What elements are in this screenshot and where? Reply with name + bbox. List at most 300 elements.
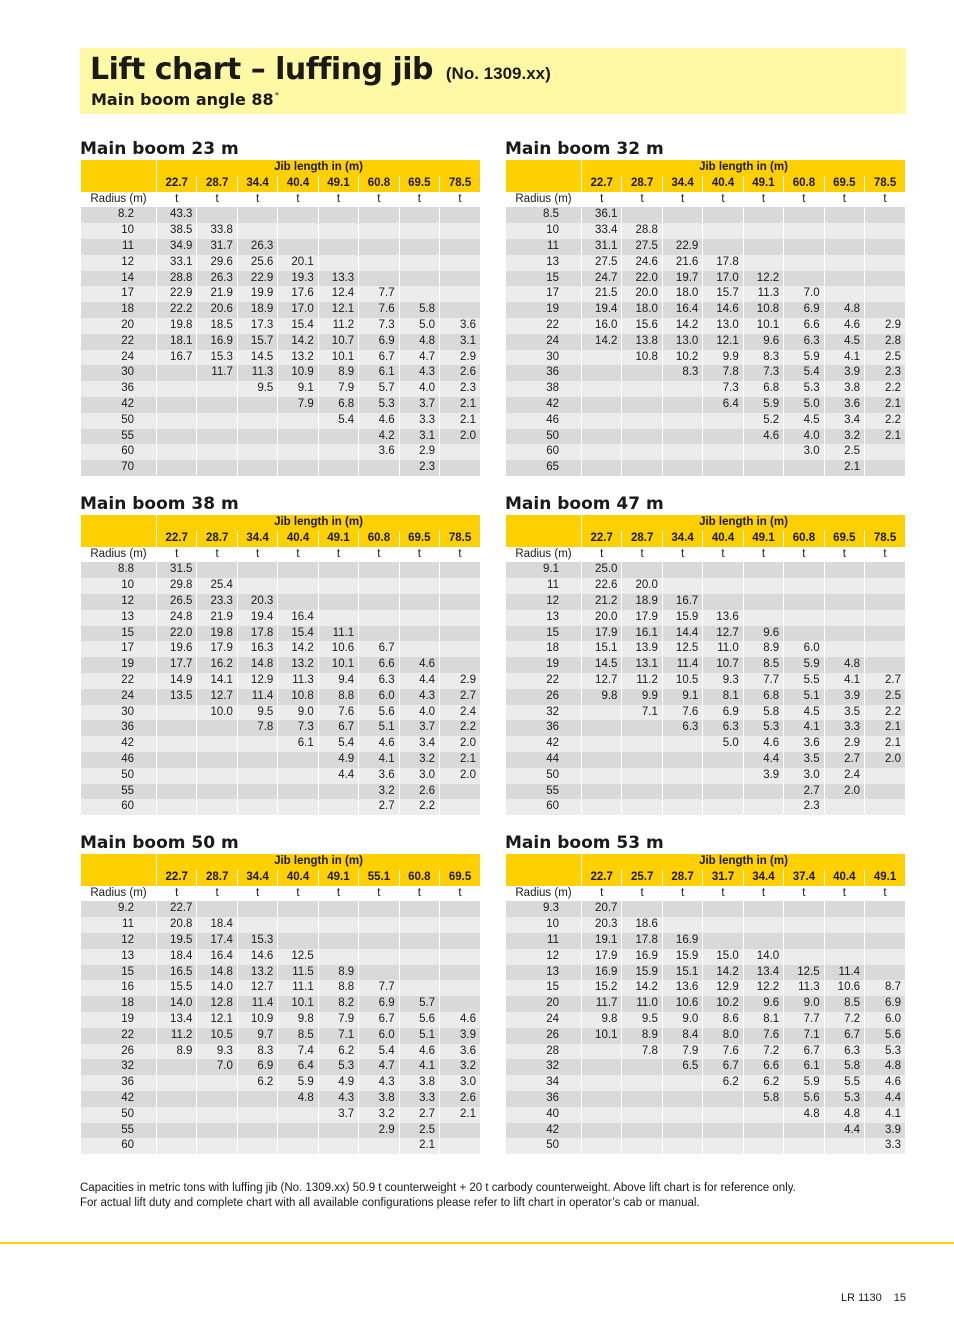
capacity-cell: 3.6 [359, 444, 399, 460]
capacity-cell [865, 255, 905, 271]
radius-cell: 20 [81, 318, 157, 334]
capacity-cell: 33.4 [582, 223, 622, 239]
capacity-cell [399, 223, 439, 239]
capacity-cell: 14.0 [157, 996, 197, 1012]
jib-length-header: 28.7 [622, 531, 662, 547]
jib-length-header: 69.5 [824, 176, 864, 192]
capacity-cell: 11.3 [784, 980, 824, 996]
capacity-cell [359, 460, 399, 476]
radius-cell: 30 [506, 350, 582, 366]
radius-cell: 10 [81, 223, 157, 239]
capacity-cell: 7.6 [662, 705, 702, 721]
radius-cell: 11 [506, 239, 582, 255]
capacity-cell: 7.2 [743, 1044, 783, 1060]
capacity-cell [703, 444, 743, 460]
radius-cell: 9.2 [81, 901, 157, 917]
capacity-cell: 2.3 [865, 365, 905, 381]
capacity-cell: 3.7 [318, 1107, 358, 1123]
capacity-cell [865, 784, 905, 800]
capacity-cell [197, 1075, 237, 1091]
capacity-cell: 2.6 [399, 784, 439, 800]
capacity-cell: 14.6 [703, 302, 743, 318]
table-row [81, 917, 481, 933]
capacity-cell [318, 460, 358, 476]
capacity-cell: 29.6 [197, 255, 237, 271]
table-row [81, 705, 481, 721]
radius-cell: 16 [81, 980, 157, 996]
capacity-cell: 16.9 [582, 965, 622, 981]
capacity-cell [237, 444, 277, 460]
radius-cell: 55 [81, 1123, 157, 1139]
capacity-cell: 10.0 [197, 705, 237, 721]
jib-length-header: 28.7 [622, 176, 662, 192]
capacity-cell [662, 578, 702, 594]
capacity-cell [622, 1123, 662, 1139]
capacity-cell: 16.3 [237, 641, 277, 657]
capacity-cell: 2.9 [399, 444, 439, 460]
capacity-cell: 16.7 [157, 350, 197, 366]
jib-length-header: 28.7 [662, 870, 702, 886]
unit-cell: t [318, 886, 358, 902]
capacity-cell [582, 444, 622, 460]
capacity-cell: 4.0 [784, 429, 824, 445]
capacity-cell: 7.3 [278, 720, 318, 736]
radius-cell: 11 [506, 578, 582, 594]
capacity-cell: 11.0 [622, 996, 662, 1012]
capacity-cell [440, 286, 480, 302]
capacity-cell: 3.3 [865, 1138, 905, 1154]
radius-cell: 26 [506, 689, 582, 705]
capacity-cell: 12.9 [237, 673, 277, 689]
capacity-cell [399, 207, 439, 223]
capacity-cell: 2.3 [399, 460, 439, 476]
radius-cell: 55 [506, 784, 582, 800]
radius-cell: 32 [506, 1059, 582, 1075]
capacity-cell: 2.1 [440, 397, 480, 413]
capacity-cell [662, 381, 702, 397]
unit-cell: t [399, 547, 439, 563]
jib-length-header: 40.4 [278, 870, 318, 886]
radius-cell: 17 [81, 286, 157, 302]
capacity-cell [157, 752, 197, 768]
capacity-cell [865, 444, 905, 460]
capacity-cell: 3.6 [824, 397, 864, 413]
jib-length-header: 69.5 [399, 176, 439, 192]
capacity-cell: 7.0 [197, 1059, 237, 1075]
capacity-cell: 15.1 [582, 641, 622, 657]
capacity-cell: 13.6 [703, 610, 743, 626]
jib-length-header: 55.1 [359, 870, 399, 886]
jib-length-header: 69.5 [440, 870, 480, 886]
capacity-cell: 2.2 [865, 413, 905, 429]
radius-cell: 22 [506, 318, 582, 334]
unit-cell: t [662, 886, 702, 902]
capacity-cell: 14.4 [662, 626, 702, 642]
radius-cell: 12 [506, 949, 582, 965]
capacity-cell: 6.3 [824, 1044, 864, 1060]
capacity-cell: 6.9 [359, 334, 399, 350]
capacity-cell [237, 1091, 277, 1107]
capacity-cell [399, 626, 439, 642]
unit-cell: t [359, 886, 399, 902]
table-row [81, 689, 481, 705]
capacity-cell [743, 901, 783, 917]
table-row [506, 768, 906, 784]
jib-length-caption: Jib length in (m) [157, 515, 481, 531]
lift-table [80, 515, 480, 815]
table-row [81, 752, 481, 768]
capacity-cell: 3.9 [440, 1028, 480, 1044]
table-row [506, 996, 906, 1012]
capacity-cell [197, 413, 237, 429]
units-row [81, 547, 481, 563]
capacity-cell [318, 901, 358, 917]
capacity-cell [784, 562, 824, 578]
capacity-cell [824, 933, 864, 949]
page-footer [841, 1292, 906, 1304]
jib-length-header: 22.7 [582, 531, 622, 547]
capacity-cell: 4.8 [278, 1091, 318, 1107]
capacity-cell: 6.0 [784, 641, 824, 657]
page-number: 15 [893, 1292, 906, 1304]
capacity-cell: 3.3 [399, 1091, 439, 1107]
title-main: Lift chart – luffing jib [90, 52, 433, 87]
capacity-cell: 11.3 [743, 286, 783, 302]
jib-length-header: 25.7 [622, 870, 662, 886]
capacity-cell [440, 302, 480, 318]
capacity-cell: 9.7 [237, 1028, 277, 1044]
radius-header: Radius (m) [506, 192, 582, 208]
capacity-cell: 22.6 [582, 578, 622, 594]
capacity-cell: 12.1 [318, 302, 358, 318]
jib-caption-row [506, 854, 906, 870]
capacity-cell: 20.3 [582, 917, 622, 933]
capacity-cell [359, 933, 399, 949]
radius-cell: 46 [81, 752, 157, 768]
capacity-cell [865, 239, 905, 255]
header-blank [81, 515, 157, 531]
capacity-cell: 3.0 [784, 768, 824, 784]
capacity-cell [622, 365, 662, 381]
capacity-cell [399, 901, 439, 917]
capacity-cell: 7.9 [662, 1044, 702, 1060]
table-row [81, 255, 481, 271]
capacity-cell [440, 444, 480, 460]
capacity-cell: 9.1 [662, 689, 702, 705]
jib-lengths-row [81, 531, 481, 547]
jib-length-caption: Jib length in (m) [582, 160, 906, 176]
radius-cell: 11 [506, 933, 582, 949]
capacity-cell: 6.4 [703, 397, 743, 413]
capacity-cell [399, 949, 439, 965]
table-row [506, 334, 906, 350]
capacity-cell [662, 736, 702, 752]
capacity-cell: 9.1 [278, 381, 318, 397]
lift-table [505, 515, 905, 815]
capacity-cell: 4.2 [359, 429, 399, 445]
table-row [81, 768, 481, 784]
radius-cell: 55 [81, 784, 157, 800]
header-blank [506, 160, 582, 176]
unit-cell: t [582, 886, 622, 902]
capacity-cell: 5.8 [399, 302, 439, 318]
capacity-cell [440, 980, 480, 996]
capacity-cell: 10.6 [662, 996, 702, 1012]
capacity-cell [278, 784, 318, 800]
capacity-cell [440, 996, 480, 1012]
table-row [81, 318, 481, 334]
capacity-cell [359, 626, 399, 642]
jib-length-header: 40.4 [703, 176, 743, 192]
capacity-cell [157, 397, 197, 413]
capacity-cell: 10.1 [582, 1028, 622, 1044]
capacity-cell: 19.4 [237, 610, 277, 626]
capacity-cell: 8.9 [318, 965, 358, 981]
capacity-cell: 4.3 [399, 689, 439, 705]
capacity-cell: 3.5 [824, 705, 864, 721]
table-row [506, 578, 906, 594]
capacity-cell [237, 917, 277, 933]
jib-length-header: 28.7 [197, 531, 237, 547]
capacity-cell: 3.2 [440, 1059, 480, 1075]
capacity-cell: 12.5 [784, 965, 824, 981]
capacity-cell: 2.1 [824, 460, 864, 476]
capacity-cell: 11.4 [237, 996, 277, 1012]
capacity-cell [197, 799, 237, 815]
capacity-cell: 3.8 [824, 381, 864, 397]
capacity-cell [237, 578, 277, 594]
jib-length-header: 28.7 [197, 176, 237, 192]
table-row [506, 626, 906, 642]
capacity-cell [743, 784, 783, 800]
capacity-cell: 31.1 [582, 239, 622, 255]
table-row [506, 302, 906, 318]
capacity-cell [359, 239, 399, 255]
table-row [81, 1044, 481, 1060]
page-subtitle [91, 90, 279, 109]
radius-cell: 10 [506, 917, 582, 933]
unit-cell: t [197, 192, 237, 208]
table-row [506, 1075, 906, 1091]
radius-cell: 17 [81, 641, 157, 657]
capacity-cell [703, 594, 743, 610]
capacity-cell [865, 271, 905, 287]
capacity-cell: 19.3 [278, 271, 318, 287]
capacity-cell: 19.8 [197, 626, 237, 642]
table-row [81, 933, 481, 949]
capacity-cell [197, 207, 237, 223]
capacity-cell [622, 901, 662, 917]
footnotes [80, 1181, 906, 1210]
capacity-cell: 7.1 [784, 1028, 824, 1044]
capacity-cell: 23.3 [197, 594, 237, 610]
capacity-cell: 8.9 [743, 641, 783, 657]
lift-table [505, 854, 905, 1154]
capacity-cell [157, 429, 197, 445]
capacity-cell [197, 901, 237, 917]
capacity-cell: 4.0 [399, 705, 439, 721]
capacity-cell: 8.3 [662, 365, 702, 381]
capacity-cell: 18.9 [622, 594, 662, 610]
radius-cell: 19 [506, 657, 582, 673]
capacity-cell [582, 1059, 622, 1075]
capacity-cell: 2.8 [865, 334, 905, 350]
capacity-cell [440, 1123, 480, 1139]
capacity-cell: 15.7 [703, 286, 743, 302]
table-row [506, 413, 906, 429]
capacity-cell: 6.9 [359, 996, 399, 1012]
capacity-cell: 26.5 [157, 594, 197, 610]
header-blank [506, 176, 582, 192]
capacity-cell: 17.8 [237, 626, 277, 642]
capacity-cell: 18.6 [622, 917, 662, 933]
capacity-cell: 3.6 [359, 768, 399, 784]
radius-cell: 26 [81, 1044, 157, 1060]
capacity-cell: 19.7 [662, 271, 702, 287]
capacity-cell: 6.2 [703, 1075, 743, 1091]
capacity-cell: 4.1 [824, 350, 864, 366]
capacity-cell: 27.5 [582, 255, 622, 271]
capacity-cell: 6.2 [743, 1075, 783, 1091]
radius-cell: 22 [81, 334, 157, 350]
capacity-cell: 12.1 [197, 1012, 237, 1028]
unit-cell: t [237, 886, 277, 902]
table-row [81, 673, 481, 689]
capacity-cell [318, 610, 358, 626]
capacity-cell: 2.7 [865, 673, 905, 689]
table-row [506, 799, 906, 815]
jib-length-header: 49.1 [318, 531, 358, 547]
header-blank [81, 854, 157, 870]
units-row [506, 547, 906, 563]
jib-length-header: 22.7 [157, 870, 197, 886]
capacity-cell: 10.6 [318, 641, 358, 657]
jib-length-header: 60.8 [399, 870, 439, 886]
degree-symbol: ° [274, 91, 280, 102]
jib-length-header: 78.5 [865, 531, 905, 547]
capacity-cell [743, 1123, 783, 1139]
capacity-cell [278, 1123, 318, 1139]
capacity-cell: 3.6 [440, 1044, 480, 1060]
capacity-cell [865, 578, 905, 594]
table-row [506, 255, 906, 271]
jib-length-header: 49.1 [865, 870, 905, 886]
capacity-cell: 2.6 [440, 365, 480, 381]
jib-length-caption: Jib length in (m) [582, 515, 906, 531]
capacity-cell [865, 626, 905, 642]
capacity-cell: 4.6 [743, 429, 783, 445]
capacity-cell [784, 1138, 824, 1154]
capacity-cell [824, 578, 864, 594]
jib-length-header: 22.7 [582, 870, 622, 886]
capacity-cell: 6.9 [703, 705, 743, 721]
capacity-cell: 12.7 [582, 673, 622, 689]
capacity-cell [318, 207, 358, 223]
capacity-cell: 2.5 [865, 689, 905, 705]
table-row [506, 397, 906, 413]
capacity-cell: 3.7 [399, 397, 439, 413]
capacity-cell: 3.0 [440, 1075, 480, 1091]
capacity-cell: 19.1 [582, 933, 622, 949]
radius-cell: 32 [506, 705, 582, 721]
capacity-cell: 17.9 [582, 626, 622, 642]
unit-cell: t [157, 886, 197, 902]
capacity-cell: 14.0 [197, 980, 237, 996]
capacity-cell: 5.9 [784, 350, 824, 366]
capacity-cell [318, 784, 358, 800]
capacity-cell: 20.7 [582, 901, 622, 917]
jib-length-header: 78.5 [865, 176, 905, 192]
capacity-cell: 8.1 [703, 689, 743, 705]
capacity-cell [582, 413, 622, 429]
capacity-cell: 10.1 [318, 350, 358, 366]
radius-cell: 30 [81, 365, 157, 381]
capacity-cell [662, 752, 702, 768]
capacity-cell: 10.6 [824, 980, 864, 996]
capacity-cell: 20.8 [157, 917, 197, 933]
capacity-cell: 22.9 [237, 271, 277, 287]
table-row [506, 350, 906, 366]
radius-cell: 36 [81, 1075, 157, 1091]
capacity-cell [582, 720, 622, 736]
capacity-cell [359, 901, 399, 917]
capacity-cell [359, 965, 399, 981]
capacity-cell [743, 460, 783, 476]
capacity-cell [784, 949, 824, 965]
capacity-cell [582, 705, 622, 721]
table-row [81, 334, 481, 350]
table-row [81, 365, 481, 381]
capacity-cell [703, 752, 743, 768]
capacity-cell: 5.8 [743, 705, 783, 721]
table-row [81, 641, 481, 657]
capacity-cell [662, 397, 702, 413]
capacity-cell: 8.9 [157, 1044, 197, 1060]
capacity-cell: 4.6 [824, 318, 864, 334]
capacity-cell: 8.0 [703, 1028, 743, 1044]
capacity-cell: 2.0 [440, 736, 480, 752]
radius-cell: 8.2 [81, 207, 157, 223]
radius-cell: 17 [506, 286, 582, 302]
capacity-cell: 28.8 [622, 223, 662, 239]
unit-cell: t [662, 547, 702, 563]
radius-cell: 13 [506, 610, 582, 626]
radius-cell: 18 [506, 641, 582, 657]
table-row [506, 641, 906, 657]
capacity-cell: 12.4 [318, 286, 358, 302]
capacity-cell: 4.4 [865, 1091, 905, 1107]
header-blank [81, 176, 157, 192]
capacity-cell: 22.9 [157, 286, 197, 302]
capacity-cell: 8.5 [278, 1028, 318, 1044]
unit-cell: t [703, 886, 743, 902]
capacity-cell [662, 1075, 702, 1091]
capacity-cell [784, 626, 824, 642]
radius-cell: 30 [81, 705, 157, 721]
capacity-cell [662, 768, 702, 784]
capacity-cell [622, 562, 662, 578]
capacity-cell [318, 429, 358, 445]
capacity-cell [278, 460, 318, 476]
capacity-cell [865, 949, 905, 965]
capacity-cell [399, 641, 439, 657]
capacity-cell [824, 901, 864, 917]
capacity-cell: 4.6 [743, 736, 783, 752]
jib-length-header: 49.1 [743, 176, 783, 192]
capacity-cell [622, 1138, 662, 1154]
capacity-cell [278, 444, 318, 460]
jib-length-header: 69.5 [824, 531, 864, 547]
